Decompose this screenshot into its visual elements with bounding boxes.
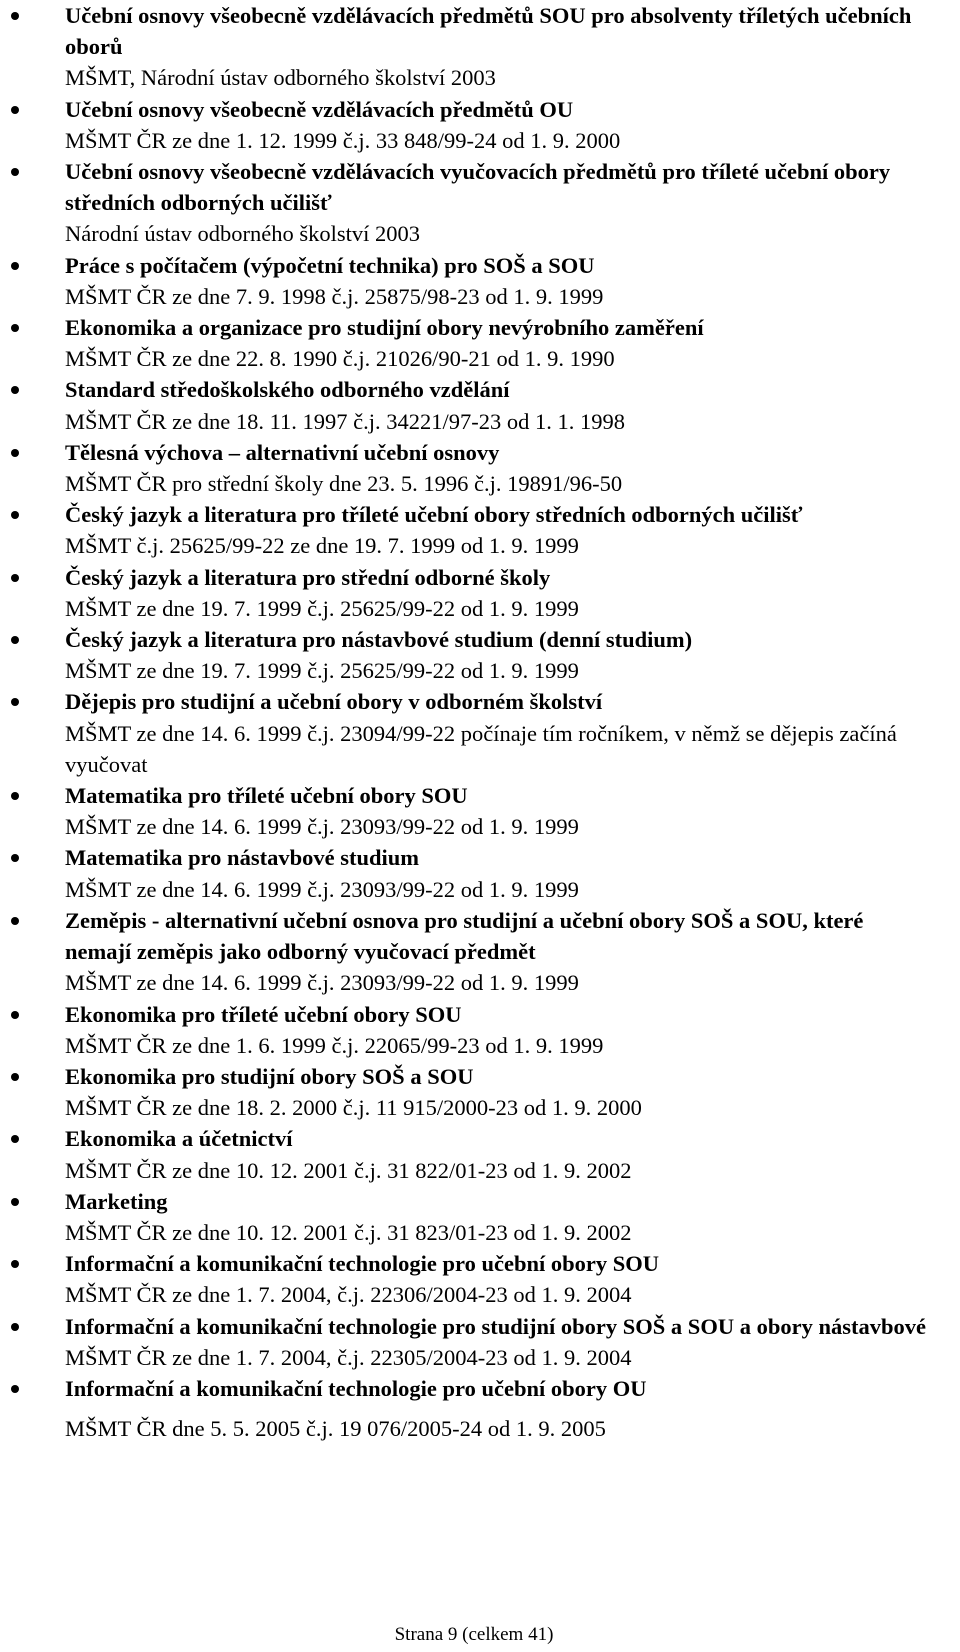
- item-title: Tělesná výchova – alternativní učební osnovy: [65, 439, 500, 465]
- item-title: Standard středoškolského odborného vzdělání: [65, 377, 510, 403]
- item-detail: MŠMT ze dne 14. 6. 1999 č.j. 23093/99-22 od 1. 9. 1999: [65, 876, 579, 902]
- item-detail: Národní ústav odborného školství 2003: [65, 221, 420, 247]
- item-title: Ekonomika a organizace pro studijní obory nevýrobního zaměření: [65, 315, 704, 341]
- item-title: Český jazyk a literatura pro nástavbové studium (denní studium): [65, 627, 693, 653]
- item-title: Matematika pro tříleté učební obory SOU: [65, 783, 468, 809]
- list-item: [0, 842, 930, 904]
- list-item: [0, 1373, 930, 1444]
- item-detail: MŠMT ČR ze dne 1. 7. 2004, č.j. 22305/2004-23 od 1. 9. 2004: [65, 1344, 632, 1370]
- item-title: Matematika pro nástavbové studium: [65, 845, 419, 871]
- item-detail: MŠMT ze dne 14. 6. 1999 č.j. 23093/99-22 od 1. 9. 1999: [65, 814, 579, 840]
- item-title: Informační a komunikační technologie pro učební obory SOU: [65, 1251, 660, 1277]
- item-title: Učební osnovy všeobecně vzdělávacích předmětů SOU pro absolventy tříletých učebních oborů: [65, 3, 912, 60]
- item-detail: MŠMT ČR ze dne 18. 2. 2000 č.j. 11 915/2000-23 od 1. 9. 2000: [65, 1095, 642, 1121]
- item-detail: MŠMT ze dne 19. 7. 1999 č.j. 25625/99-22 od 1. 9. 1999: [65, 595, 579, 621]
- item-detail: MŠMT ze dne 14. 6. 1999 č.j. 23093/99-22 od 1. 9. 1999: [65, 970, 579, 996]
- list-item: [0, 1123, 930, 1185]
- item-title: Učební osnovy všeobecně vzdělávacích předmětů OU: [65, 96, 574, 122]
- item-title: Český jazyk a literatura pro střední odborné školy: [65, 564, 551, 590]
- item-title: Český jazyk a literatura pro tříleté učební obory středních odborných učilišť: [65, 502, 803, 528]
- item-detail: MŠMT ze dne 14. 6. 1999 č.j. 23094/99-22 počínaje tím ročníkem, v němž se dějepis začíná vyučovat: [65, 720, 897, 777]
- list-item: [0, 686, 930, 780]
- item-detail: MŠMT ČR dne 5. 5. 2005 č.j. 19 076/2005-24 od 1. 9. 2005: [65, 1416, 606, 1442]
- list-item: [0, 905, 930, 999]
- item-title: Dějepis pro studijní a učební obory v odborném školství: [65, 689, 603, 715]
- list-item: [0, 780, 930, 842]
- item-detail: MŠMT ČR pro střední školy dne 23. 5. 1996 č.j. 19891/96-50: [65, 471, 623, 497]
- item-detail: MŠMT ČR ze dne 1. 7. 2004, č.j. 22306/2004-23 od 1. 9. 2004: [65, 1282, 632, 1308]
- item-detail: MŠMT ČR ze dne 7. 9. 1998 č.j. 25875/98-23 od 1. 9. 1999: [65, 283, 604, 309]
- item-detail: MŠMT ČR ze dne 1. 6. 1999 č.j. 22065/99-23 od 1. 9. 1999: [65, 1032, 604, 1058]
- list-item: [0, 0, 930, 94]
- item-detail: MŠMT ČR ze dne 18. 11. 1997 č.j. 34221/97-23 od 1. 1. 1998: [65, 408, 625, 434]
- list-item: [0, 999, 930, 1061]
- item-title: Ekonomika pro tříleté učební obory SOU: [65, 1001, 462, 1027]
- item-title: Zeměpis - alternativní učební osnova pro studijní a učební obory SOŠ a SOU, které nemají zeměpis jako odborný vyučovací předmět: [65, 907, 864, 965]
- list-item: [0, 156, 930, 250]
- list-item: [0, 499, 930, 561]
- item-detail: MŠMT ČR ze dne 22. 8. 1990 č.j. 21026/90-21 od 1. 9. 1990: [65, 346, 615, 372]
- item-title: Informační a komunikační technologie pro studijní obory SOŠ a SOU a obory nástavbové: [65, 1313, 926, 1339]
- page-footer: [0, 1623, 960, 1647]
- list-item: [0, 250, 930, 312]
- item-title: Učební osnovy všeobecně vzdělávacích vyučovacích předmětů pro tříleté učební obory středních odborných učilišť: [65, 159, 891, 216]
- item-title: Informační a komunikační technologie pro učební obory OU: [65, 1375, 647, 1401]
- list-item: [0, 94, 930, 156]
- item-title: Práce s počítačem (výpočetní technika) pro SOŠ a SOU: [65, 252, 595, 278]
- list-item: [0, 437, 930, 499]
- list-item: [0, 1311, 930, 1373]
- item-detail: MŠMT ze dne 19. 7. 1999 č.j. 25625/99-22 od 1. 9. 1999: [65, 658, 579, 684]
- list-item: [0, 312, 930, 374]
- item-detail: MŠMT ČR ze dne 1. 12. 1999 č.j. 33 848/99-24 od 1. 9. 2000: [65, 127, 621, 153]
- item-title: Marketing: [65, 1188, 168, 1214]
- list-item: [0, 1186, 930, 1248]
- item-title: Ekonomika pro studijní obory SOŠ a SOU: [65, 1063, 474, 1089]
- item-detail: MŠMT ČR ze dne 10. 12. 2001 č.j. 31 823/01-23 od 1. 9. 2002: [65, 1219, 632, 1245]
- list-item: [0, 562, 930, 624]
- list-item: [0, 1061, 930, 1123]
- list-item: [0, 624, 930, 686]
- item-detail: MŠMT ČR ze dne 10. 12. 2001 č.j. 31 822/01-23 od 1. 9. 2002: [65, 1157, 632, 1183]
- item-title: Ekonomika a účetnictví: [65, 1126, 293, 1152]
- list-item: [0, 1248, 930, 1310]
- item-detail: MŠMT, Národní ústav odborného školství 2003: [65, 65, 496, 91]
- item-detail: MŠMT č.j. 25625/99-22 ze dne 19. 7. 1999 od 1. 9. 1999: [65, 533, 579, 559]
- page-number-label: Strana 9 (celkem 41): [394, 1624, 554, 1645]
- list-item: [0, 374, 930, 436]
